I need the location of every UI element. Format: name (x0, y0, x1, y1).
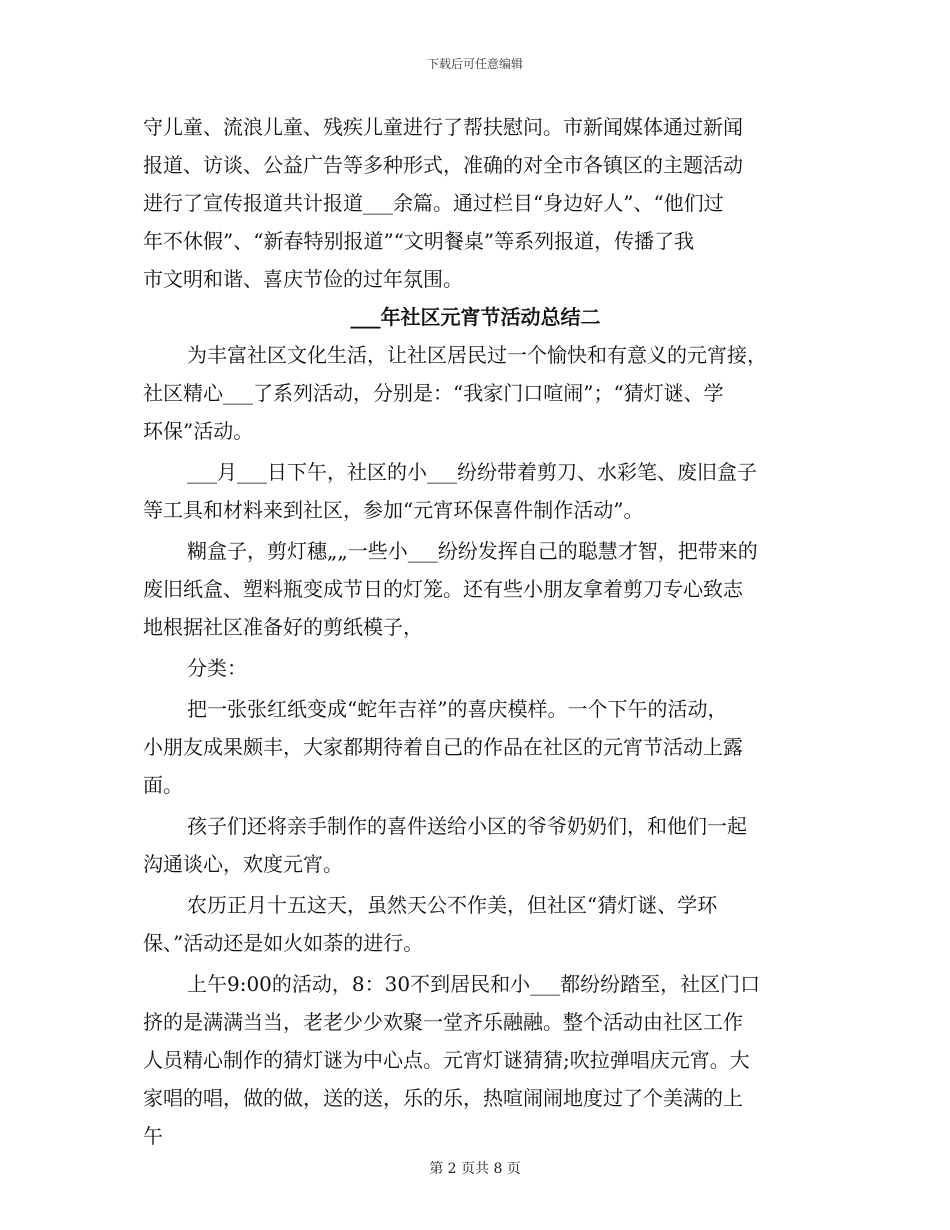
paragraph (143, 649, 808, 687)
paragraph (143, 453, 808, 529)
body-line: 沟通谈心，欢度元宵。 (143, 852, 343, 876)
body-line: 小朋友成果颇丰，大家都期待着自己的作品在社区的元宵节活动上露 (143, 735, 743, 759)
body-line: 挤的是满满当当，老老少少欢聚一堂齐乐融融。整个活动由社区工作 (143, 1010, 743, 1034)
body-line: 家唱的唱，做的做，送的送，乐的乐，热喧闹闹地度过了个美满的上 (143, 1086, 743, 1110)
body-line: 环保”活动。 (143, 419, 254, 443)
body-line: 为丰富社区文化生活，让社区居民过一个愉快和有意义的元宵接， (187, 343, 767, 367)
body-line: 等工具和材料来到社区，参加“元宵环保喜件制作活动”。 (143, 498, 644, 522)
body-line: 保、”活动还是如火如荼的进行。 (143, 931, 424, 955)
body-line: 人员精心制作的猜灯谜为中心点。元宵灯谜猜猜;吹拉弹唱庆元宵。大 (143, 1048, 750, 1072)
body-line: 废旧纸盒、塑料瓶变成节日的灯笼。还有些小朋友拿着剪刀专心致志 (143, 577, 743, 601)
body-line: 守儿童、流浪儿童、残疾儿童进行了帮扶慰问。市新闻媒体通过新闻 (143, 115, 743, 139)
paragraph (143, 690, 808, 804)
body-line: 分类： (187, 656, 247, 680)
body-line: 午 (143, 1124, 163, 1148)
section-one (143, 108, 808, 298)
body-line: 农历正月十五这天，虽然天公不作美，但社区“猜灯谜、学环 (187, 893, 718, 917)
paragraph (143, 807, 808, 883)
page-header: 下载后可任意编辑 (426, 57, 523, 71)
document-body (143, 108, 808, 1155)
body-line: 孩子们还将亲手制作的喜件送给小区的爷爷奶奶们，和他们一起 (187, 814, 747, 838)
body-line: 上午9:00的活动，8：30不到居民和小___都纷纷踏至，社区门口 (187, 972, 761, 996)
body-line: 市文明和谐、喜庆节俭的过年氛围。 (143, 267, 463, 291)
paragraph (143, 886, 808, 962)
body-line: 糊盒子，剪灯穗„„一些小___纷纷发挥自己的聪慧才智，把带来的 (187, 539, 758, 563)
body-line: ___月___日下午，社区的小___纷纷带着剪刀、水彩笔、废旧盒子 (187, 460, 757, 484)
body-line: 报道、访谈、公益广告等多种形式，准确的对全市各镇区的主题活动 (143, 153, 743, 177)
body-line: 社区精心___了系列活动，分别是：“我家门口喧闹”；“猜灯谜、学 (143, 381, 724, 405)
body-line: 把一张张红纸变成“蛇年吉祥”的喜庆模样。一个下午的活动， (187, 697, 728, 721)
section-two (143, 336, 808, 1155)
page-footer: 第 2 页共 8 页 (429, 1161, 521, 1177)
body-line: 地根据社区准备好的剪纸模子， (143, 615, 423, 639)
paragraph (143, 965, 808, 1155)
section-title: ___年社区元宵节活动总结二 (350, 305, 601, 329)
paragraph (143, 532, 808, 646)
body-line: 年不休假”、“新春特别报道”“文明餐桌”等系列报道，传播了我 (143, 229, 695, 253)
body-line: 面。 (143, 773, 183, 797)
paragraph (143, 336, 808, 450)
body-line: 进行了宣传报道共计报道___余篇。通过栏目“身边好人”、“他们过 (143, 191, 724, 215)
